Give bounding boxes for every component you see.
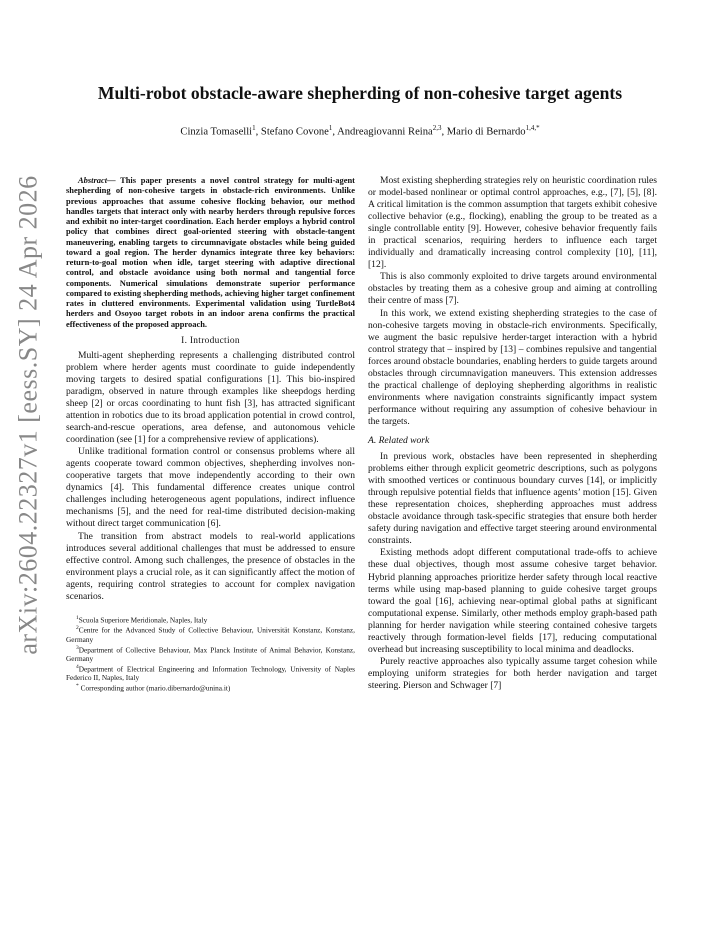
paragraph: Purely reactive approaches also typically assume target cohesion while employing uniform strategies for both herder navigation and target steering. Pierson and Schwager [7] — [368, 655, 657, 691]
author-affiliation-mark: 2,3 — [432, 124, 442, 132]
abstract-text: — This paper presents a novel control strategy for multi-agent shepherding of non-cohesive targets in obstacle-rich environments. Unlike previous approaches that assume cohesive flocking behavior, our method handles targets that interact only with nearby herders through repulsive forces and exhibit no inter-target coordination. Each herder employs a hybrid control policy that combines direct goal-oriented steering with obstacle-tangent maneuvering, enabling targets to circumnavigate obstacles while being guided toward a goal region. The herder dynamics integrate three key behaviors: return-to-goal motion when idle, target steering with adaptive directional control, and obstacle avoidance using both normal and tangential force components. Numerical simulations demonstrate superior performance compared to existing shepherding methods, achieving higher target confinement rates in cluttered environments. Experimental validation using TurtleBot4 herders and Osoyoo target robots in an indoor arena confirms the practical effectiveness of the proposed approach. — [66, 175, 355, 329]
author-affiliation-mark: 1 — [252, 124, 256, 132]
footnote — [66, 663, 355, 682]
footnote-mark: 2 — [76, 625, 79, 632]
paragraph: Existing methods adopt different computational trade-offs to achieve these dual objectives, though most assume cohesive target behavior. Hybrid planning approaches prioritize herder safety through local reactive terms while using map-based planning to guide cohesive target groups toward the goal [16], achieving near-optimal global paths at significant computational expense. Similarly, other methods employ graph-based path planning for herder navigation while steering contained cohesive targets reactively through formation-level fields [17], reducing computational overhead but increasing susceptibility to local minima and deadlocks. — [368, 547, 657, 655]
footnote — [66, 644, 355, 663]
author-affiliation-mark: 1 — [328, 124, 333, 132]
author-list — [60, 124, 660, 138]
arxiv-identifier-stamp — [6, 165, 52, 665]
author-separator: , — [332, 126, 338, 138]
paragraph: This is also commonly exploited to drive targets around environmental obstacles by treating them as a cohesive group and aiming at controlling their centre of mass [7]. — [368, 271, 657, 307]
author: Mario di Bernardo — [446, 126, 526, 138]
abstract-label: Abstract — [78, 175, 108, 185]
arxiv-identifier[interactable]: arXiv:2604.22327v1 [eess.SY] 24 Apr 2026 — [14, 175, 44, 655]
footnote-text: Centre for the Advanced Study of Collective Behaviour, Universität Konstanz, Konstanz, Germany — [66, 625, 355, 644]
subsection-heading-related-work: A. Related work — [368, 434, 430, 446]
author: Andreagiovanni Reina — [337, 126, 433, 138]
footnote-mark: 1 — [76, 614, 79, 621]
paragraph: In previous work, obstacles have been represented in shepherding problems either through explicit geometric descriptions, such as polygons with smoothed vertices or continuous boundary curves [14], or implicitly through repulsive potential fields that influence agents’ motion [15]. Given these representation choices, shepherding approaches must address obstacle avoidance through task-specific strategies that ensure both herder safety during navigation and effective target steering around environmental constraints. — [368, 451, 657, 547]
footnote — [66, 624, 355, 643]
footnote — [66, 682, 355, 692]
footnote-text: Department of Collective Behaviour, Max Planck Institute of Animal Behavior, Konstanz, Germany — [66, 645, 355, 664]
footnote-text: Scuola Superiore Meridionale, Naples, Italy — [78, 615, 208, 625]
author-separator: , — [255, 126, 261, 138]
footnote — [66, 614, 355, 624]
author: Cinzia Tomaselli — [180, 126, 253, 138]
paragraph: Multi-agent shepherding represents a challenging distributed control problem where herder agents must coordinate to guide independently moving targets to desired spatial configurations [1]. This bio-inspired paradigm, observed in nature through examples like sheepdogs herding sheep [2] or orcas coordinating to hunt fish [3], has attracted significant attention in robotics due to its broad application potential in crowd control, search-and-rescue operations, area defense, and autonomous vehicle coordination (see [1] for a comprehensive review of applications). — [66, 349, 355, 446]
author: Stefano Covone — [260, 126, 329, 138]
section-heading-introduction: I. Introduction — [181, 335, 240, 346]
footnote-mark: 3 — [76, 644, 79, 651]
paragraph: Most existing shepherding strategies rely on heuristic coordination rules or model-based nonlinear or optimal control approaches, e.g., [7], [5], [8]. A critical limitation is the common assumption that targets exhibit cohesive collective behavior (e.g., flocking), enabling the group to be treated as a single controllable entity [9]. However, cohesive behavior frequently fails in practical scenarios, requiring herders to influence each target individually and dramatically increasing control complexity [10], [11], [12]. — [368, 175, 657, 271]
affiliation-footnotes — [66, 614, 355, 693]
paper-title: Multi-robot obstacle-aware shepherding of non-cohesive target agents — [97, 83, 623, 103]
paragraph: The transition from abstract models to real-world applications introduces several additional challenges that must be addressed to ensure effective control. Among such challenges, the presence of obstacles in the environment plays a crucial role, as it can significantly affect the motion of agents, requiring control strategies to account for complex navigation scenarios. — [66, 530, 355, 602]
footnote-text: Corresponding author (mario.dibernardo@unina.it) — [78, 683, 231, 693]
author-separator: , — [441, 126, 447, 138]
left-column — [66, 175, 355, 693]
footnote-text: Department of Electrical Engineering and Information Technology, University of Naples Federico II, Naples, Italy — [66, 664, 355, 683]
right-column — [368, 175, 657, 692]
author-affiliation-mark: 1,4,* — [525, 124, 540, 132]
footnote-mark: * — [76, 683, 79, 690]
paragraph: In this work, we extend existing shepherding strategies to the case of non-cohesive targets moving in obstacle-rich environments. Specifically, we augment the basic repulsive herder-target interaction with a hybrid control strategy that – inspired by [13] – combines repulsive and tangential forces around obstacle boundaries, enabling herders to guide targets around obstacles through circumnavigation maneuvers. This extension addresses the practical challenge of deploying shepherding algorithms in realistic environments where navigation constraints significantly impact system performance without requiring any assumption of cohesive behaviour in the targets. — [368, 307, 657, 427]
footnote-mark: 4 — [76, 664, 79, 671]
paragraph: Unlike traditional formation control or consensus problems where all agents cooperate toward common objectives, shepherding involves non-cooperative targets that move independently according to their own dynamics [4]. This fundamental difference creates unique control challenges including heterogeneous agent populations, indirect influence mechanisms [5], and the need for real-time distributed decision-making without direct target communication [6]. — [66, 446, 355, 530]
abstract — [66, 175, 355, 329]
